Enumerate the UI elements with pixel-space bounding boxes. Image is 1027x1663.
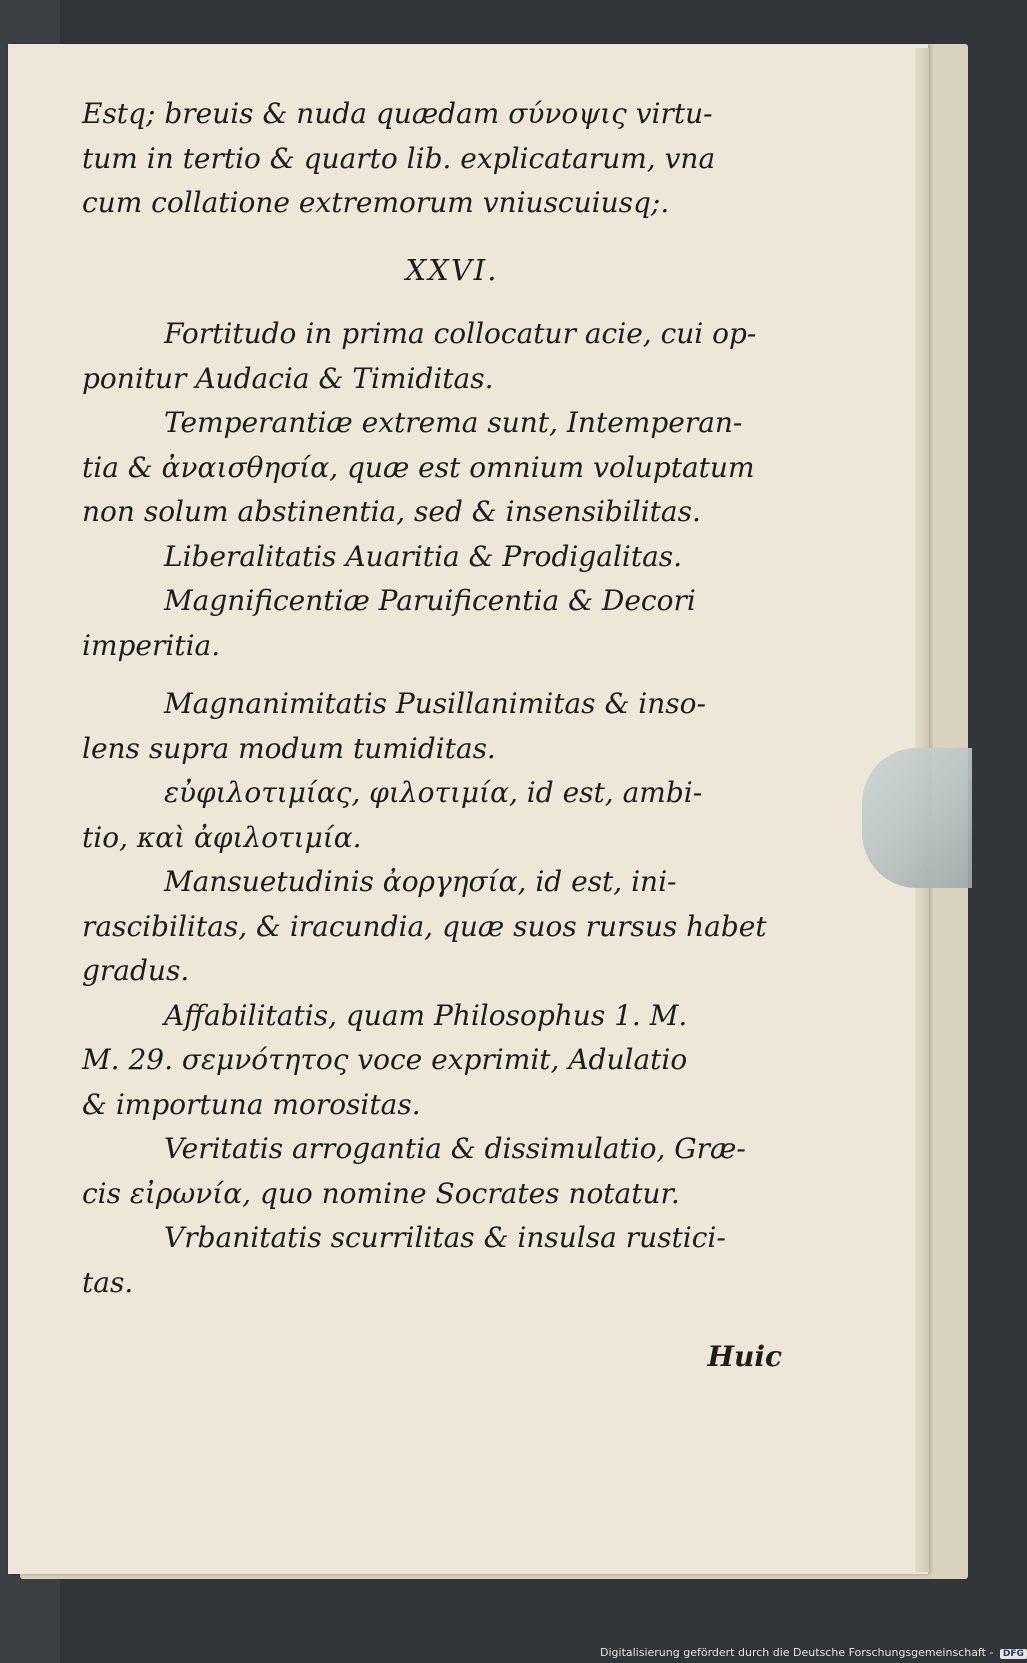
text-line: Fortitudo in prima collocatur acie, cui op-	[164, 317, 757, 350]
text-line: cis εἰρωνία, quo nomine Socrates notatur.	[82, 1176, 680, 1210]
text-line: Vrbanitatis scurrilitas & insulsa rustici-	[164, 1221, 726, 1254]
text-line: tio, καὶ ἀφιλοτιμία.	[82, 820, 362, 854]
text-line: imperitia.	[82, 628, 221, 662]
text-line: non solum abstinentia, sed & insensibilitas.	[82, 495, 701, 528]
page-text	[82, 92, 782, 1380]
text-line: Liberalitatis Auaritia & Prodigalitas.	[164, 539, 683, 573]
text-line: ponitur Audacia & Timiditas.	[82, 361, 494, 395]
section-heading: XXVI.	[405, 252, 499, 287]
text-line: Temperantiæ extrema sunt, Intemperan-	[164, 406, 743, 439]
text-line: gradus.	[82, 954, 190, 987]
text-line: εὐφιλοτιμίας, φιλοτιμία, id est, ambi-	[164, 776, 703, 809]
text-line: Estq; breuis & nuda quædam σύνοψις virtu-	[82, 97, 713, 130]
catchword: Huic	[707, 1340, 782, 1373]
text-line: tia & ἀναισθησία, quæ est omnium voluptatum	[82, 450, 755, 484]
text-line: M. 29. σεμνότητος voce exprimit, Adulatio	[82, 1043, 688, 1076]
dfg-logo: DFG	[1000, 1649, 1027, 1659]
text-line: & importuna morositas.	[82, 1087, 421, 1121]
text-line: Affabilitatis, quam Philosophus 1. M.	[164, 998, 688, 1032]
text-line: Magnanimitatis Pusillanimitas & inso-	[164, 687, 706, 720]
text-line: rascibilitas, & iracundia, quæ suos rursus habet	[82, 909, 767, 943]
digitization-credit	[600, 1646, 1024, 1662]
text-line: tum in tertio & quarto lib. explicatarum, vna	[82, 141, 716, 175]
credit-text: Digitalisierung gefördert durch die Deutsche Forschungsgemeinschaft -	[600, 1646, 994, 1659]
text-line: Mansuetudinis ἀοργησία, id est, ini-	[164, 865, 677, 898]
page-clip	[862, 748, 972, 888]
text-line: tas.	[82, 1265, 134, 1299]
text-line: lens supra modum tumiditas.	[82, 731, 496, 765]
text-line: Veritatis arrogantia & dissimulatio, Græ-	[164, 1132, 746, 1165]
text-line: cum collatione extremorum vniuscuiusq;.	[82, 186, 670, 219]
text-line: Magnificentiæ Paruificentia & Decori	[164, 584, 696, 617]
